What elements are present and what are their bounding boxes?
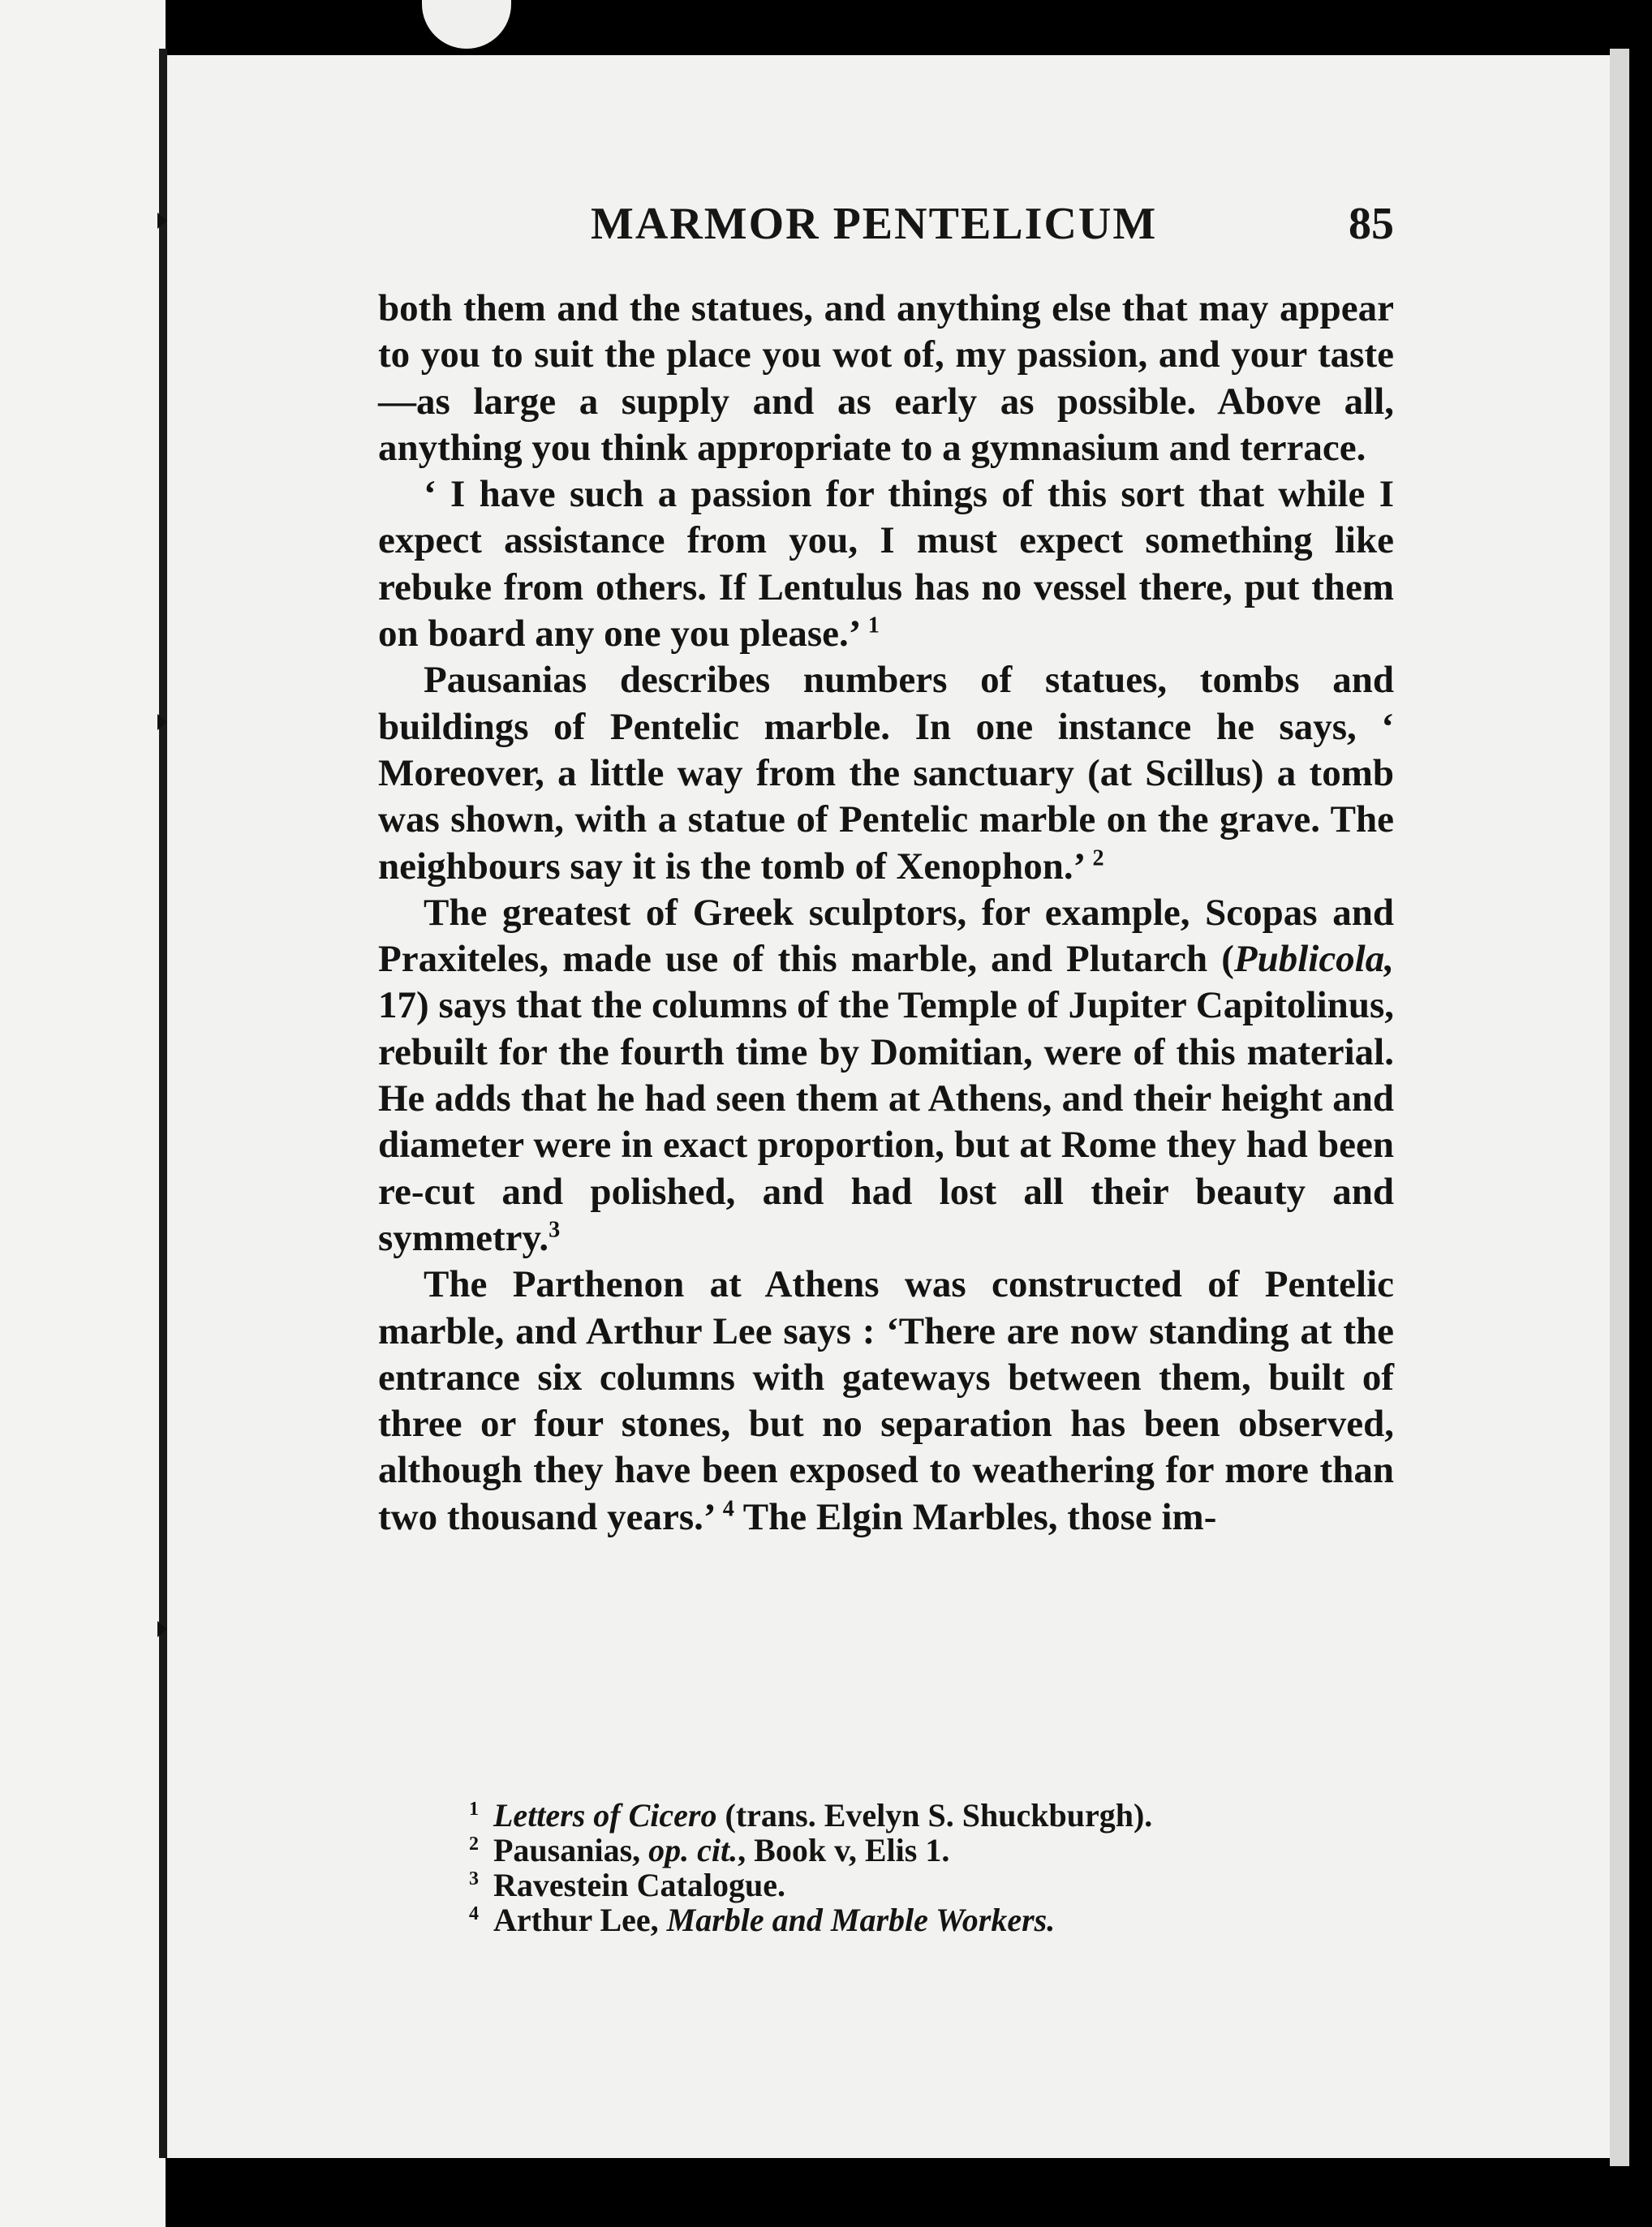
body-text xyxy=(378,286,1394,1541)
running-title: MARMOR PENTELICUM xyxy=(591,199,1158,249)
page-right-edge xyxy=(1610,49,1629,2166)
paragraph-text: ‘ I have such a passion for things of this sort that while I expect assistance from you, I must expect something like rebuke from others. If Lentulus has no vessel there, put them on board any one you please.’ xyxy=(378,473,1394,656)
scan-left-margin xyxy=(0,0,166,2227)
paragraph xyxy=(378,890,1394,1262)
footnote-text: Ravestein Catalogue. xyxy=(493,1867,785,1903)
paragraph xyxy=(378,657,1394,889)
paragraph xyxy=(378,1262,1394,1541)
footnote-text: (trans. Evelyn S. Shuckburgh). xyxy=(716,1797,1153,1834)
footnotes xyxy=(469,1798,1386,1937)
footnote-italic: Marble and Marble Workers. xyxy=(666,1902,1056,1938)
paragraph-text: The greatest of Greek sculptors, for example, Scopas and Praxiteles, made use of this marble, and Plutarch ( xyxy=(378,891,1394,981)
footnote-text: Arthur Lee, xyxy=(493,1902,667,1938)
footnote: 3 Ravestein Catalogue. xyxy=(469,1867,785,1903)
paragraph xyxy=(378,286,1394,471)
footnote-ref: 3 xyxy=(549,1217,561,1243)
scan-edge-marker xyxy=(157,714,167,730)
paragraph-text: Pausanias describes numbers of statues, tombs and buildings of Pentelic marble. In one instance he says, ‘ Moreover, a little way from the sanctuary (at Scillus) a tomb was shown, with a statue of Pentelic marble on the grave. The neighbours say it is the tomb of Xenophon.’ xyxy=(378,659,1394,888)
footnote-ref: 4 xyxy=(722,1496,734,1522)
paragraph xyxy=(378,471,1394,657)
scan-edge-marker xyxy=(157,213,167,229)
page-header xyxy=(591,198,1394,260)
paragraph-text: The Parthenon at Athens was constructed of Pentelic marble, and Arthur Lee says : ‘There are now standing at the entrance six columns with gateways between them, built of three or four stones, but no separation has been observed, although they have been exposed to weathering for more than two thousand years.’ xyxy=(378,1263,1394,1538)
scan-artifact xyxy=(422,0,511,49)
italic-title: Publicola, xyxy=(1233,938,1394,981)
footnote-text: Pausanias, xyxy=(493,1832,649,1868)
footnote-italic: op. cit. xyxy=(648,1832,738,1868)
footnote-text: , Book v, Elis 1. xyxy=(738,1832,950,1868)
paragraph-text: 17) says that the columns of the Temple of Jupiter Capitolinus, rebuilt for the fourth time by Domitian, were of this material. He adds that he had seen them at Athens, and their height and diameter were in exact proportion, but at Rome they had been re-cut and polished, and had lost all their beauty and symmetry. xyxy=(378,984,1394,1259)
paragraph-text: both them and the statues, and anything else that may appear to you to suit the place you wot of, my passion, and your taste—as large a supply and as early as possible. Above all, anything you think appropriate to a gymnasium and terrace. xyxy=(378,287,1394,469)
footnote-italic: Letters of Cicero xyxy=(493,1797,717,1834)
footnote-ref: 1 xyxy=(867,613,880,638)
paragraph-text: The Elgin Marbles, those im- xyxy=(734,1495,1217,1538)
footnote: 2 Pausanias, op. cit., Book v, Elis 1. xyxy=(469,1832,950,1868)
footnote: 1 Letters of Cicero (trans. Evelyn S. Shuckburgh). xyxy=(469,1797,1153,1834)
footnote: 4 Arthur Lee, Marble and Marble Workers. xyxy=(469,1902,1056,1938)
page-number: 85 xyxy=(1349,199,1394,249)
footnote-ref: 2 xyxy=(1092,845,1104,871)
page-left-edge xyxy=(159,49,167,2158)
scan-edge-marker xyxy=(157,1621,167,1637)
